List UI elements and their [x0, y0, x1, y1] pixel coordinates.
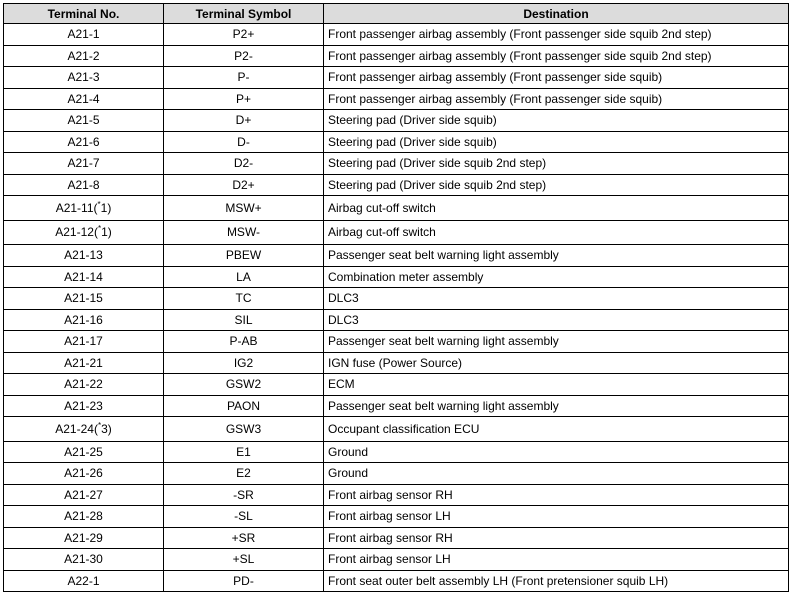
header-terminal-symbol: Terminal Symbol — [164, 4, 324, 24]
cell-terminal-no — [4, 527, 164, 549]
cell-destination: Front airbag sensor RH — [324, 484, 789, 506]
table-row — [4, 245, 789, 267]
table-row — [4, 220, 789, 245]
cell-destination: Steering pad (Driver side squib 2nd step) — [324, 153, 789, 175]
cell-terminal-no — [4, 88, 164, 110]
cell-terminal-symbol: GSW3 — [164, 417, 324, 442]
cell-terminal-no — [4, 67, 164, 89]
cell-terminal-no — [4, 506, 164, 528]
cell-terminal-no — [4, 484, 164, 506]
cell-terminal-no — [4, 374, 164, 396]
table-row — [4, 352, 789, 374]
terminal-no-text: A21-11 — [55, 200, 94, 215]
table-row — [4, 266, 789, 288]
terminal-no-text: A21-23 — [64, 398, 103, 413]
table-row — [4, 67, 789, 89]
footnote-marker: * — [97, 199, 101, 209]
cell-terminal-no — [4, 288, 164, 310]
table-row — [4, 570, 789, 592]
cell-terminal-symbol: IG2 — [164, 352, 324, 374]
cell-terminal-no — [4, 245, 164, 267]
cell-destination: Front airbag sensor LH — [324, 506, 789, 528]
table-row — [4, 309, 789, 331]
terminal-no-text: A21-30 — [64, 552, 103, 567]
cell-destination: DLC3 — [324, 309, 789, 331]
terminal-no-text: A21-13 — [64, 248, 103, 263]
cell-terminal-no — [4, 110, 164, 132]
cell-destination: Occupant classification ECU — [324, 417, 789, 442]
table-row — [4, 196, 789, 221]
cell-terminal-symbol: -SR — [164, 484, 324, 506]
terminal-no-text: A21-16 — [64, 312, 103, 327]
table-row — [4, 24, 789, 46]
cell-terminal-no — [4, 331, 164, 353]
table-body — [4, 24, 789, 592]
table-row — [4, 45, 789, 67]
header-destination: Destination — [324, 4, 789, 24]
cell-terminal-symbol: SIL — [164, 309, 324, 331]
cell-terminal-symbol: D- — [164, 131, 324, 153]
footnote-number: 1 — [101, 225, 108, 240]
cell-terminal-no — [4, 309, 164, 331]
cell-destination: Passenger seat belt warning light assembly — [324, 395, 789, 417]
cell-terminal-symbol: E1 — [164, 441, 324, 463]
terminal-no-text: A21-6 — [67, 134, 100, 149]
table-row — [4, 463, 789, 485]
cell-terminal-no: A21-12(*1) — [4, 220, 164, 245]
terminal-no-text: A21-12 — [55, 225, 94, 240]
cell-destination: Ground — [324, 463, 789, 485]
cell-terminal-no — [4, 153, 164, 175]
footnote-number: 1 — [100, 200, 108, 215]
cell-terminal-symbol: P2- — [164, 45, 324, 67]
cell-destination: IGN fuse (Power Source) — [324, 352, 789, 374]
cell-destination: Front passenger airbag assembly (Front passenger side squib 2nd step) — [324, 24, 789, 46]
cell-terminal-symbol: TC — [164, 288, 324, 310]
cell-destination: Passenger seat belt warning light assembly — [324, 245, 789, 267]
terminal-no-text: A21-25 — [64, 444, 103, 459]
terminal-no-text: A21-14 — [64, 269, 103, 284]
cell-terminal-symbol: D2+ — [164, 174, 324, 196]
cell-terminal-symbol: P+ — [164, 88, 324, 110]
terminal-no-text: A21-3 — [67, 70, 100, 85]
cell-destination: Front airbag sensor RH — [324, 527, 789, 549]
cell-terminal-no — [4, 441, 164, 463]
terminal-no-text: A21-26 — [64, 466, 103, 481]
cell-terminal-symbol: D+ — [164, 110, 324, 132]
cell-destination: Front passenger airbag assembly (Front passenger side squib) — [324, 67, 789, 89]
table-row — [4, 131, 789, 153]
cell-terminal-symbol: PBEW — [164, 245, 324, 267]
cell-terminal-no — [4, 463, 164, 485]
table-row — [4, 441, 789, 463]
cell-terminal-symbol: D2- — [164, 153, 324, 175]
terminal-no-text: A21-24 — [55, 421, 94, 436]
terminal-no-text: A21-5 — [67, 113, 100, 128]
table-row — [4, 506, 789, 528]
cell-terminal-symbol: -SL — [164, 506, 324, 528]
cell-terminal-symbol: PAON — [164, 395, 324, 417]
terminal-no-text: A21-29 — [64, 530, 103, 545]
table-row — [4, 549, 789, 571]
header-terminal-no: Terminal No. — [4, 4, 164, 24]
terminal-no-text: A22-1 — [67, 573, 100, 588]
cell-destination: Steering pad (Driver side squib) — [324, 110, 789, 132]
table-row — [4, 88, 789, 110]
cell-terminal-symbol: LA — [164, 266, 324, 288]
cell-destination: Steering pad (Driver side squib 2nd step) — [324, 174, 789, 196]
cell-terminal-symbol: P2+ — [164, 24, 324, 46]
cell-destination: Front seat outer belt assembly LH (Front pretensioner squib LH) — [324, 570, 789, 592]
cell-destination: Front passenger airbag assembly (Front passenger side squib) — [324, 88, 789, 110]
cell-terminal-symbol: +SL — [164, 549, 324, 571]
cell-terminal-no — [4, 24, 164, 46]
cell-terminal-symbol: E2 — [164, 463, 324, 485]
cell-destination: Front airbag sensor LH — [324, 549, 789, 571]
table-row — [4, 484, 789, 506]
terminal-no-text: A21-21 — [64, 355, 103, 370]
header-row — [4, 4, 789, 24]
table-row — [4, 288, 789, 310]
cell-terminal-no — [4, 45, 164, 67]
terminal-no-text: A21-17 — [64, 334, 103, 349]
cell-destination: DLC3 — [324, 288, 789, 310]
cell-terminal-symbol: PD- — [164, 570, 324, 592]
table-row — [4, 527, 789, 549]
cell-destination: Combination meter assembly — [324, 266, 789, 288]
terminal-no-text: A21-2 — [67, 48, 100, 63]
terminal-no-text: A21-8 — [67, 177, 100, 192]
cell-terminal-symbol: MSW+ — [164, 196, 324, 221]
terminal-no-text: A21-4 — [67, 91, 100, 106]
cell-destination: Airbag cut-off switch — [324, 196, 789, 221]
cell-terminal-no: A21-24(*3) — [4, 417, 164, 442]
cell-terminal-no — [4, 352, 164, 374]
cell-terminal-no: A21-11(*1) — [4, 196, 164, 221]
terminal-no-text: A21-15 — [64, 291, 103, 306]
terminal-no-text: A21-1 — [67, 27, 100, 42]
cell-terminal-symbol: MSW- — [164, 220, 324, 245]
table-row — [4, 153, 789, 175]
terminal-table-container — [3, 3, 789, 592]
table-row — [4, 331, 789, 353]
footnote-marker: * — [97, 420, 102, 430]
cell-terminal-symbol: P- — [164, 67, 324, 89]
footnote-number: 3 — [101, 421, 108, 436]
cell-terminal-no — [4, 266, 164, 288]
cell-destination: Front passenger airbag assembly (Front passenger side squib 2nd step) — [324, 45, 789, 67]
cell-terminal-no — [4, 131, 164, 153]
table-row — [4, 110, 789, 132]
cell-terminal-no — [4, 570, 164, 592]
cell-terminal-no — [4, 549, 164, 571]
cell-terminal-symbol: P-AB — [164, 331, 324, 353]
terminal-no-text: A21-28 — [64, 509, 103, 524]
table-row — [4, 374, 789, 396]
cell-destination: Ground — [324, 441, 789, 463]
terminal-no-text: A21-27 — [64, 487, 103, 502]
table-row — [4, 417, 789, 442]
cell-terminal-symbol: GSW2 — [164, 374, 324, 396]
cell-destination: Steering pad (Driver side squib) — [324, 131, 789, 153]
cell-destination: Passenger seat belt warning light assembly — [324, 331, 789, 353]
table-row — [4, 174, 789, 196]
cell-terminal-no — [4, 395, 164, 417]
cell-terminal-symbol: +SR — [164, 527, 324, 549]
terminal-no-text: A21-22 — [64, 377, 103, 392]
terminal-no-text: A21-7 — [67, 156, 100, 171]
cell-terminal-no — [4, 174, 164, 196]
footnote-marker: * — [97, 224, 102, 234]
terminal-table — [3, 3, 789, 592]
cell-destination: ECM — [324, 374, 789, 396]
cell-destination: Airbag cut-off switch — [324, 220, 789, 245]
table-row — [4, 395, 789, 417]
